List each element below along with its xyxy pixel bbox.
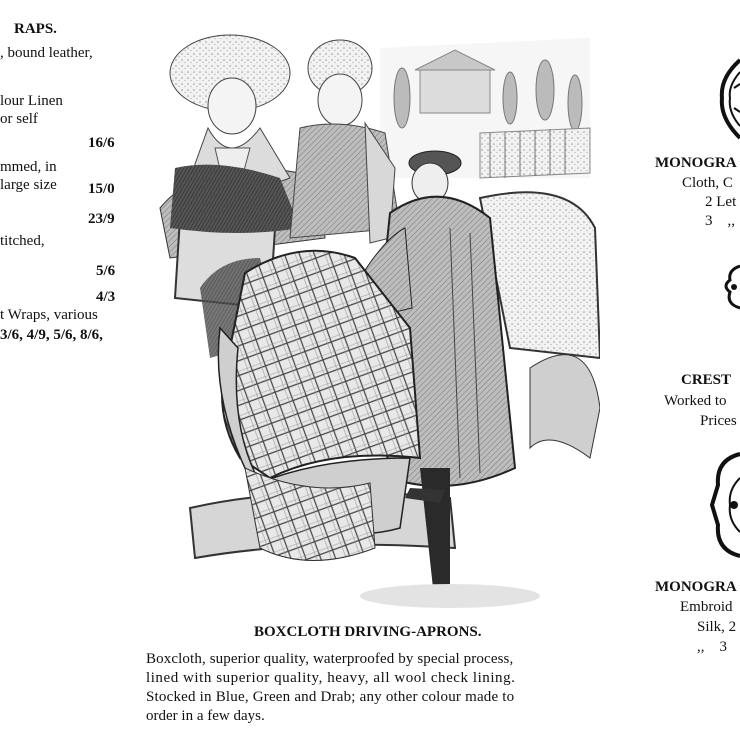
left-line-3: or self [0, 111, 38, 127]
monogram2-ornament-icon [708, 450, 740, 560]
left-price-1: 16/6 [88, 135, 115, 151]
driving-apron-illustration [150, 28, 600, 618]
left-price-3: 23/9 [88, 211, 115, 227]
monogram2-title: MONOGRA [655, 579, 737, 595]
monogram-ornament-icon [718, 58, 740, 140]
crest-title: CREST [681, 372, 732, 388]
monogram1-line-2: 2 Let [705, 194, 737, 210]
left-line-4: mmed, in [0, 159, 57, 175]
crest-ornament-icon [718, 262, 740, 312]
left-section-title: RAPS. [14, 21, 57, 37]
monogram2-line-1: Embroid [680, 599, 733, 615]
left-price-list: 3/6, 4/9, 5/6, 8/6, [0, 327, 103, 343]
lady-left [170, 35, 300, 233]
left-line-1: , bound leather, [0, 45, 93, 61]
caption-line-4: order in a few days. [146, 708, 265, 724]
monogram1-line-3: 3 ,, [705, 213, 735, 229]
caption-title: BOXCLOTH DRIVING-APRONS. [254, 624, 482, 640]
background-landscape [380, 38, 590, 178]
left-line-7: t Wraps, various [0, 307, 98, 323]
left-line-5: large size [0, 177, 57, 193]
monogram1-line-1: Cloth, C [682, 175, 733, 191]
caption-line-3: Stocked in Blue, Green and Drab; any other colour made to [146, 689, 515, 705]
left-price-5: 4/3 [96, 289, 116, 305]
crest-line-1: Worked to [664, 393, 727, 409]
left-line-6: titched, [0, 233, 45, 249]
caption-line-2: lined with superior quality, heavy, all wool check lining. [146, 670, 516, 686]
crest-line-2: Prices [700, 413, 737, 429]
monogram2-line-3: ,, 3 [697, 639, 727, 655]
ground-shadow [360, 584, 540, 608]
monogram1-title: MONOGRA [655, 155, 737, 171]
left-price-2: 15/0 [88, 181, 115, 197]
monogram2-line-2: Silk, 2 [697, 619, 737, 635]
caption-body [146, 650, 586, 726]
left-line-2: lour Linen [0, 93, 63, 109]
left-price-4: 5/6 [96, 263, 116, 279]
caption-line-1: Boxcloth, superior quality, waterproofed by special process, [146, 651, 514, 667]
